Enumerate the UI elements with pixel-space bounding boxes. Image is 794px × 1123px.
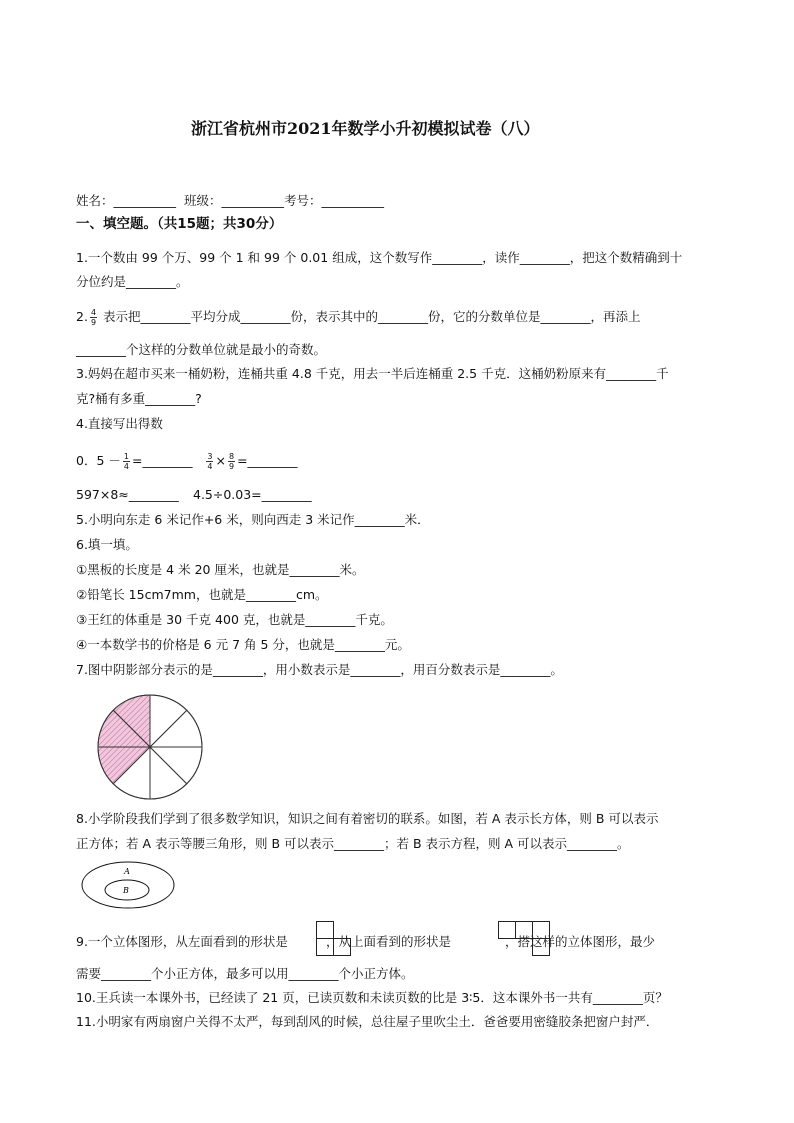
question-2-text: 表示把________平均分成________份，表示其中的________份，它的分数单位是________，再添上 bbox=[99, 309, 641, 324]
name-label: 姓名： bbox=[76, 193, 114, 208]
question-6-title: 6.填一填。 bbox=[76, 537, 138, 552]
question-9-part-1: 9.一个立体图形，从左面看到的形状是 bbox=[76, 934, 288, 949]
question-7: 7.图中阴影部分表示的是________，用小数表示是________，用百分数表示是________。 bbox=[76, 662, 563, 677]
calc-b-answer: =________ bbox=[237, 453, 298, 468]
question-6-item-1: ①黑板的长度是 4 米 20 厘米，也就是________米。 bbox=[76, 562, 365, 577]
question-8-line-2: 正方体；若 A 表示等腰三角形，则 B 可以表示________；若 B 表示方程，则 A 可以表示________。 bbox=[76, 836, 630, 851]
number-field[interactable]: __________ bbox=[321, 193, 384, 208]
fraction-1-4: $\frac{1}{4}$ bbox=[123, 452, 129, 471]
question-10: 10.王兵读一本课外书，已经读了 21 页，已读页数和未读页数的比是 3∶5．这本课外书一共有________页？ bbox=[76, 990, 668, 1005]
question-3-line-1: 3.妈妈在超市买来一桶奶粉，连桶共重 4.8 千克，用去一半后连桶重 2.5 千克．这桶奶粉原来有________千 bbox=[76, 366, 669, 381]
question-1-line-2: 分位约是________。 bbox=[76, 274, 189, 289]
question-2-number: 2. bbox=[76, 309, 88, 324]
top-view-placeholder bbox=[451, 932, 505, 946]
number-label: 考号： bbox=[283, 193, 322, 208]
top-view-icon bbox=[498, 921, 550, 957]
question-9-line-1 bbox=[76, 932, 655, 950]
question-6-item-4: ④一本数学书的价格是 6 元 7 角 5 分，也就是________元。 bbox=[76, 637, 410, 652]
question-2-line-2: ________个这样的分数单位就是最小的奇数。 bbox=[76, 342, 327, 357]
section-heading: 一、填空题。（共15题；共30分） bbox=[76, 216, 283, 232]
question-6-item-3: ③王红的体重是 30 千克 400 克，也就是________千克。 bbox=[76, 612, 393, 627]
question-9-part-2: ，从上面看到的形状是 bbox=[325, 934, 451, 949]
question-4-row-1 bbox=[76, 452, 298, 471]
fraction-4-9: $\frac{4}{9}$ bbox=[90, 308, 97, 327]
class-label: 班级： bbox=[183, 193, 222, 208]
question-3-line-2: 克?桶有多重________? bbox=[76, 391, 202, 406]
question-1-line-1: 1.一个数由 99 个万、99 个 1 和 99 个 0.01 组成，这个数写作________，读作________，把这个数精确到十 bbox=[76, 250, 683, 265]
label-a: A bbox=[124, 867, 130, 876]
question-4-calc-c: 597×8≈________ bbox=[76, 487, 179, 502]
question-4-title: 4.直接写出得数 bbox=[76, 416, 163, 431]
question-8-line-1: 8.小学阶段我们学到了很多数学知识，知识之间有着密切的联系。如图，若 A 表示长方体，则 B 可以表示 bbox=[76, 811, 659, 826]
label-b: B bbox=[123, 886, 129, 895]
student-info-line bbox=[76, 193, 384, 209]
calc-a-answer: =________ bbox=[131, 453, 193, 468]
times-sign: × bbox=[215, 453, 226, 468]
question-11: 11.小明家有两扇窗户关得不太严，每到刮风的时候，总往屋子里吹尘土．爸爸要用密缝胶条把窗户封严． bbox=[76, 1014, 659, 1029]
fraction-3-4: $\frac{3}{4}$ bbox=[207, 452, 213, 471]
left-view-icon bbox=[316, 921, 352, 957]
page-title: 浙江省杭州市2021年数学小升初模拟试卷（八） bbox=[191, 119, 540, 138]
calc-a-prefix: 0．5 － bbox=[76, 453, 121, 468]
question-9-line-2: 需要________个小正方体，最多可以用________个小正方体。 bbox=[76, 966, 414, 981]
question-5: 5.小明向东走 6 米记作+6 米，则向西走 3 米记作________米． bbox=[76, 512, 430, 527]
set-diagram bbox=[80, 860, 176, 910]
question-9-part-3: ，搭这样的立体图形，最少 bbox=[504, 934, 655, 949]
question-4-calc-d: 4.5÷0.03=________ bbox=[193, 487, 312, 502]
question-2-line-1 bbox=[76, 308, 641, 327]
class-field[interactable]: __________ bbox=[221, 193, 284, 208]
name-field[interactable]: __________ bbox=[113, 193, 177, 208]
fraction-8-9: $\frac{8}{9}$ bbox=[228, 452, 235, 471]
question-6-item-2: ②铅笔长 15cm7mm，也就是________cm。 bbox=[76, 587, 328, 602]
shaded-circle-figure bbox=[95, 692, 205, 802]
